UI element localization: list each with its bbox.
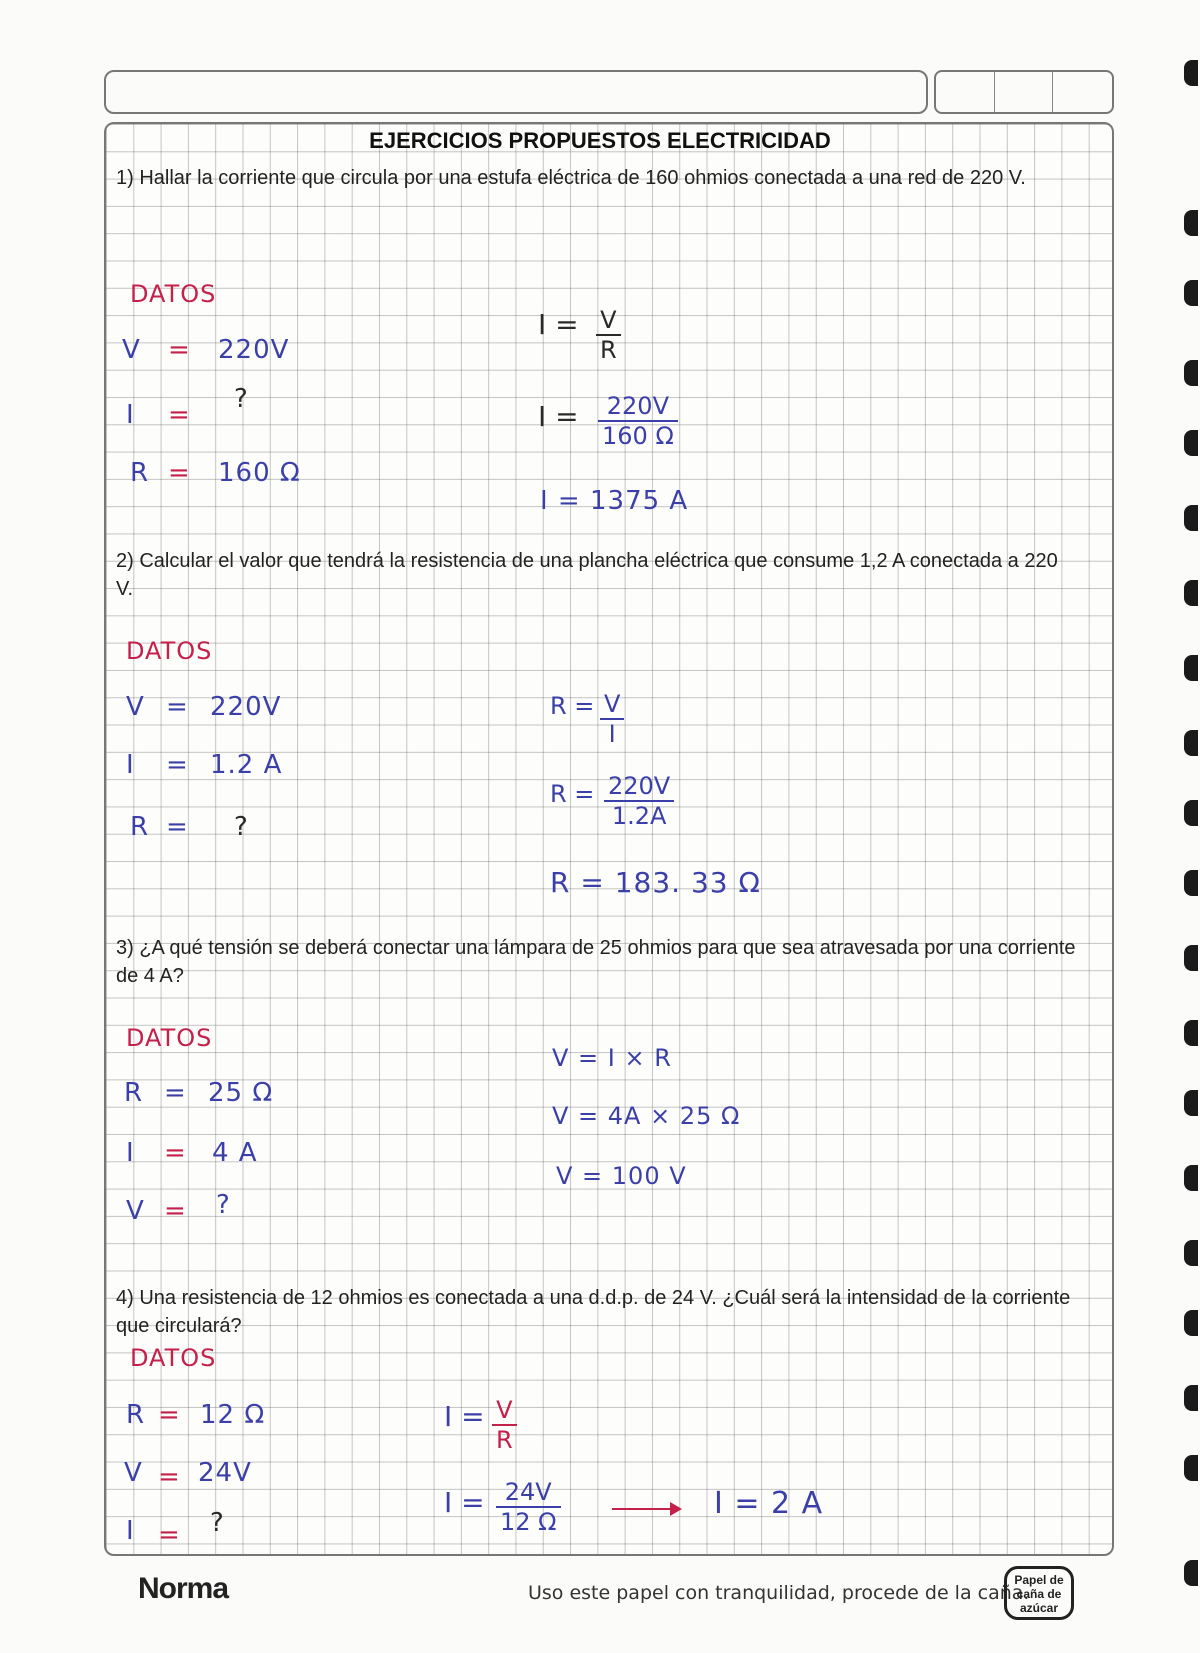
equals-sign: =	[158, 1462, 181, 1492]
header-date-box	[934, 70, 1114, 114]
binder-hole	[1184, 280, 1198, 306]
subst-4-lhs: I =	[444, 1486, 485, 1519]
formula-2-den: I	[608, 720, 616, 748]
binder-hole	[1184, 945, 1198, 971]
datos-4-value-3: ?	[210, 1508, 225, 1538]
datos-3-value-2: 4 A	[212, 1138, 258, 1168]
datos-1-var-1: V	[122, 335, 141, 365]
datos-label-1: DATOS	[130, 280, 217, 308]
datos-3-value-1: 25 Ω	[208, 1078, 274, 1108]
subst-1-lhs: I =	[538, 400, 579, 433]
page-title: EJERCICIOS PROPUESTOS ELECTRICIDAD	[369, 128, 831, 153]
subst-2-lhs: R =	[550, 780, 595, 808]
datos-2-var-1: V	[126, 692, 145, 722]
subst-4-den: 12 Ω	[500, 1508, 557, 1536]
subst-1-den: 160 Ω	[602, 422, 674, 450]
subst-2-num: 220V	[604, 772, 674, 802]
datos-2-value-1: 220V	[210, 692, 282, 722]
equals-sign: =	[166, 812, 189, 842]
header-name-box	[104, 70, 928, 114]
norma-logo: Norma	[138, 1572, 229, 1605]
binder-hole	[1184, 1090, 1198, 1116]
question-1: 1) Hallar la corriente que circula por una estufa eléctrica de 160 ohmios conectada a una red de 220 V.	[116, 167, 1026, 189]
binder-hole	[1184, 505, 1198, 531]
datos-2-value-3: ?	[234, 812, 249, 842]
binder-hole	[1184, 1310, 1198, 1336]
formula-2-fraction	[600, 690, 624, 748]
formula-1-fraction	[596, 306, 621, 364]
datos-4-value-1: 12 Ω	[200, 1400, 266, 1430]
binder-hole	[1184, 730, 1198, 756]
formula-1-num: V	[596, 306, 621, 336]
question-3: 3) ¿A qué tensión se deberá conectar una lámpara de 25 ohmios para que sea atravesada por una corriente de 4 A?	[116, 937, 1076, 987]
datos-2-var-3: R	[130, 812, 150, 842]
binder-hole	[1184, 360, 1198, 386]
question-4: 4) Una resistencia de 12 ohmios es conectada a una d.d.p. de 24 V. ¿Cuál será la intensidad de la corriente que circulará?	[116, 1287, 1071, 1337]
binder-hole	[1184, 1455, 1198, 1481]
datos-1-value-1: 220V	[218, 335, 290, 365]
equals-sign: =	[166, 750, 189, 780]
datos-3-var-3: V	[126, 1196, 145, 1226]
binder-hole	[1184, 800, 1198, 826]
equals-sign: =	[168, 335, 191, 365]
binder-hole	[1184, 210, 1198, 236]
question-2: 2) Calcular el valor que tendrá la resistencia de una plancha eléctrica que consume 1,2 A conectada a 220 V.	[116, 550, 1058, 600]
binder-hole	[1184, 655, 1198, 681]
equals-sign: =	[164, 1078, 187, 1108]
formula-1-lhs: I =	[538, 308, 579, 341]
subst-4-fraction	[496, 1478, 561, 1536]
equals-sign: =	[158, 1520, 181, 1550]
binder-hole	[1184, 1560, 1198, 1586]
formula-2-lhs: R =	[550, 692, 595, 720]
binder-hole	[1184, 1020, 1198, 1046]
equals-sign: =	[166, 692, 189, 722]
datos-label-3: DATOS	[126, 1024, 213, 1052]
datos-1-value-3: 160 Ω	[218, 458, 301, 488]
result-2: R = 183. 33 Ω	[550, 866, 761, 899]
subst-2-den: 1.2A	[611, 802, 667, 830]
equals-sign: =	[164, 1196, 187, 1226]
binder-hole	[1184, 60, 1198, 86]
datos-3-var-1: R	[124, 1078, 144, 1108]
result-1: I = 1375 A	[540, 486, 689, 516]
result-4: I = 2 A	[714, 1486, 824, 1521]
datos-label-4: DATOS	[130, 1344, 217, 1372]
step-3-1: V = I × R	[552, 1044, 672, 1072]
binder-hole	[1184, 870, 1198, 896]
datos-4-var-1: R	[126, 1400, 146, 1430]
step-3-3: V = 100 V	[556, 1162, 687, 1190]
subst-1-num: 220V	[598, 392, 678, 422]
datos-4-var-3: I	[126, 1516, 135, 1546]
binder-hole	[1184, 1165, 1198, 1191]
subst-4-num: 24V	[496, 1478, 561, 1508]
datos-label-2: DATOS	[126, 637, 213, 665]
formula-1-den: R	[600, 336, 617, 364]
datos-1-var-3: R	[130, 458, 150, 488]
step-3-2: V = 4A × 25 Ω	[552, 1102, 741, 1130]
datos-1-value-2: ?	[234, 384, 249, 414]
equals-sign: =	[164, 1138, 187, 1168]
datos-4-var-2: V	[124, 1458, 143, 1488]
arrow-icon	[612, 1508, 680, 1510]
datos-2-value-2: 1.2 A	[210, 750, 283, 780]
datos-3-value-3: ?	[216, 1190, 231, 1220]
binder-hole	[1184, 1385, 1198, 1411]
datos-2-var-2: I	[126, 750, 135, 780]
binder-hole	[1184, 430, 1198, 456]
formula-4-den: R	[496, 1426, 513, 1454]
formula-2-num: V	[600, 690, 624, 720]
subst-2-fraction	[604, 772, 674, 830]
formula-4-num: V	[492, 1396, 517, 1426]
equals-sign: =	[158, 1400, 181, 1430]
binder-hole	[1184, 580, 1198, 606]
footer-tagline: Uso este papel con tranquilidad, procede de la caña.	[528, 1582, 1030, 1604]
formula-4-lhs: I =	[444, 1400, 485, 1433]
datos-4-value-2: 24V	[198, 1458, 252, 1488]
equals-sign: =	[168, 458, 191, 488]
sugarcane-paper-badge: Papel de caña de azúcar	[1004, 1566, 1074, 1620]
equals-sign: =	[168, 400, 191, 430]
binder-hole	[1184, 1240, 1198, 1266]
datos-3-var-2: I	[126, 1138, 135, 1168]
subst-1-fraction	[598, 392, 678, 450]
formula-4-fraction	[492, 1396, 517, 1454]
datos-1-var-2: I	[126, 400, 135, 430]
